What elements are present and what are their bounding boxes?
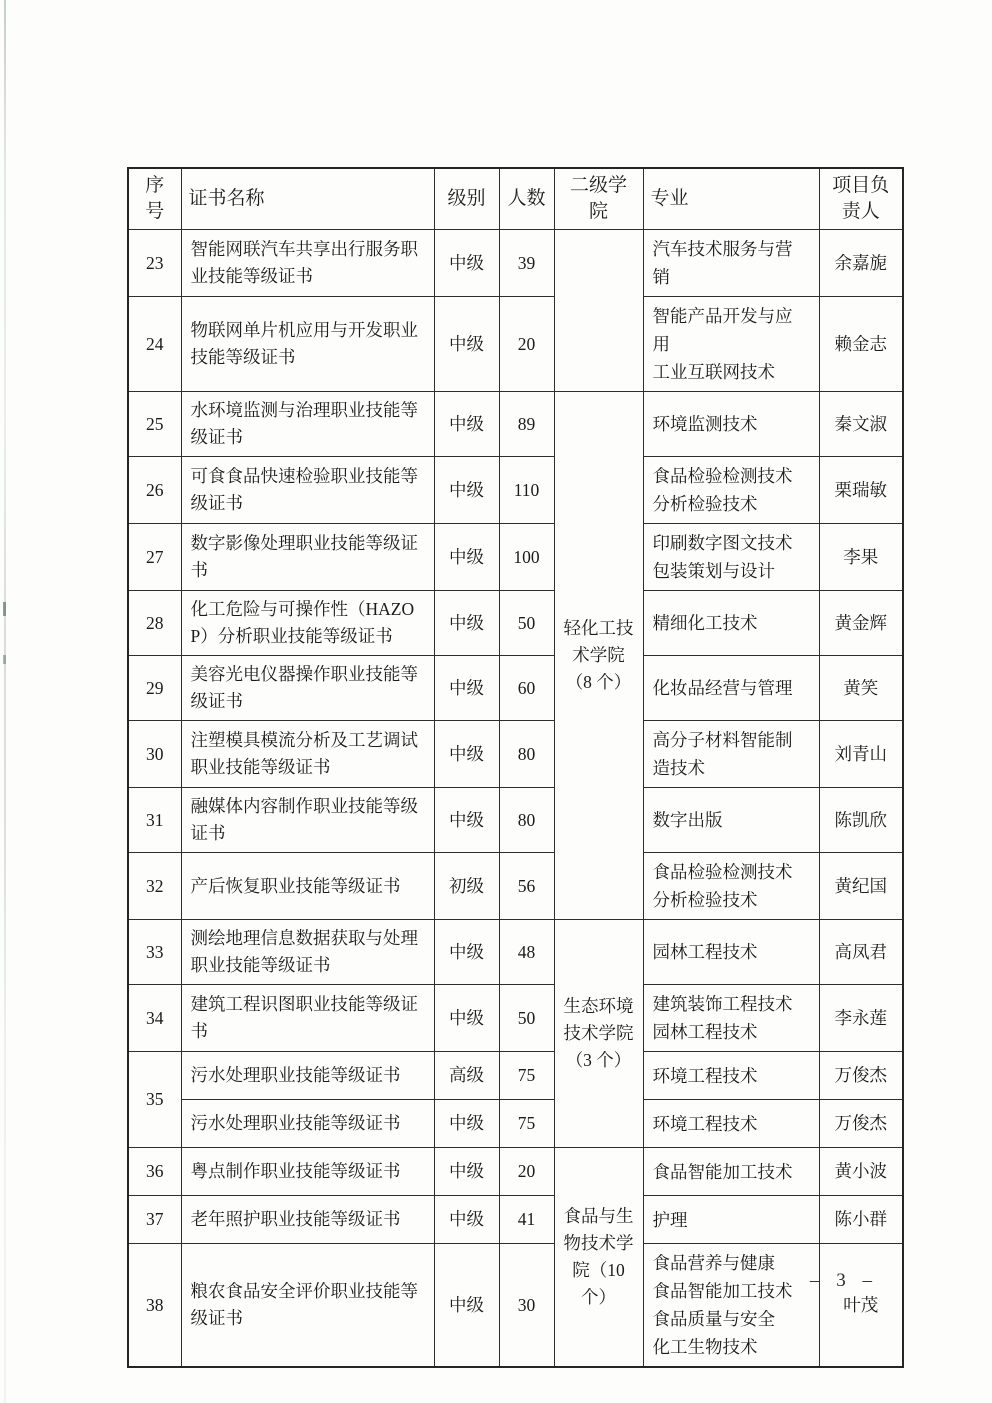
- cell-count: 20: [499, 1148, 554, 1196]
- cell-no: 27: [128, 524, 181, 591]
- cell-no: 34: [128, 985, 181, 1052]
- cell-leader: 赖金志: [819, 297, 903, 392]
- cell-count: 80: [499, 788, 554, 853]
- cell-leader: 叶茂: [819, 1244, 903, 1368]
- cell-leader: 黄纪国: [819, 853, 903, 920]
- cell-major: [643, 524, 819, 591]
- cell-no: 36: [128, 1148, 181, 1196]
- cell-no: 28: [128, 591, 181, 656]
- cell-college: 食品与生物技术学院（10 个）: [554, 1148, 643, 1368]
- cell-no: 37: [128, 1196, 181, 1244]
- major-line: 化工生物技术: [652, 1337, 758, 1357]
- cell-leader: 高凤君: [819, 920, 903, 985]
- cell-college: 生态环境技术学院（3 个）: [554, 920, 643, 1148]
- cell-leader: 陈小群: [819, 1196, 903, 1244]
- cell-leader: 余嘉旎: [819, 230, 903, 297]
- major-line: 印刷数字图文技术: [652, 533, 793, 553]
- cell-college: [554, 230, 643, 392]
- major-line: 高分子材料智能制造技术: [652, 730, 793, 778]
- table-header: [128, 168, 903, 230]
- table-row: [128, 392, 903, 457]
- major-line: 食品智能加工技术: [652, 1281, 793, 1301]
- cell-count: 60: [499, 656, 554, 721]
- major-line: 分析检验技术: [652, 494, 758, 514]
- column-header-cert: 证书名称: [181, 168, 434, 230]
- table-row: [128, 457, 903, 524]
- cell-leader: 万俊杰: [819, 1052, 903, 1100]
- table-row: [128, 1100, 903, 1148]
- major-line: 精细化工技术: [652, 613, 758, 633]
- column-header-level: 级别: [434, 168, 499, 230]
- cell-no: 29: [128, 656, 181, 721]
- column-header-leader: 项目负责人: [819, 168, 903, 230]
- table-row: [128, 853, 903, 920]
- scan-artifact-dash: [3, 602, 6, 616]
- cell-major: [643, 1196, 819, 1244]
- cell-level: 中级: [434, 1196, 499, 1244]
- cell-major: [643, 392, 819, 457]
- major-line: 食品营养与健康: [652, 1253, 775, 1273]
- cell-leader: 黄小波: [819, 1148, 903, 1196]
- cell-cert: 物联网单片机应用与开发职业技能等级证书: [181, 297, 434, 392]
- cell-major: [643, 1148, 819, 1196]
- major-line: 食品质量与安全: [652, 1309, 775, 1329]
- cell-cert: 数字影像处理职业技能等级证书: [181, 524, 434, 591]
- major-line: 建筑装饰工程技术: [652, 994, 793, 1014]
- cell-no: 31: [128, 788, 181, 853]
- page-number: – 3 –: [810, 1270, 878, 1291]
- cell-count: 100: [499, 524, 554, 591]
- cell-leader: 刘青山: [819, 721, 903, 788]
- cell-leader: 秦文淑: [819, 392, 903, 457]
- cell-level: 中级: [434, 985, 499, 1052]
- cell-level: 中级: [434, 1244, 499, 1368]
- major-line: 环境工程技术: [652, 1065, 758, 1086]
- cell-major: [643, 656, 819, 721]
- major-line: 汽车技术服务与营销: [652, 239, 793, 287]
- major-line: 化妆品经营与管理: [652, 678, 793, 698]
- cell-level: 中级: [434, 721, 499, 788]
- cell-level: 中级: [434, 392, 499, 457]
- table-row: [128, 1148, 903, 1196]
- table-row: [128, 1196, 903, 1244]
- major-line: 环境工程技术: [652, 1113, 758, 1134]
- major-line: 护理: [652, 1209, 688, 1230]
- table-row: [128, 1052, 903, 1100]
- cell-no: 26: [128, 457, 181, 524]
- table-row: [128, 656, 903, 721]
- major-line: 食品智能加工技术: [652, 1161, 793, 1182]
- table-row: [128, 920, 903, 985]
- cell-major: [643, 591, 819, 656]
- cell-level: 中级: [434, 788, 499, 853]
- cell-leader: 黄金辉: [819, 591, 903, 656]
- cell-no: 30: [128, 721, 181, 788]
- cell-level: 中级: [434, 457, 499, 524]
- cell-cert: 智能网联汽车共享出行服务职业技能等级证书: [181, 230, 434, 297]
- cell-level: 中级: [434, 1100, 499, 1148]
- cell-level: 初级: [434, 853, 499, 920]
- table-row: [128, 524, 903, 591]
- major-line: 园林工程技术: [652, 1022, 758, 1042]
- table-row: [128, 1244, 903, 1368]
- table-row: [128, 985, 903, 1052]
- cell-count: 41: [499, 1196, 554, 1244]
- cell-level: 中级: [434, 1148, 499, 1196]
- cell-leader: 陈凯欣: [819, 788, 903, 853]
- cell-leader: 万俊杰: [819, 1100, 903, 1148]
- cell-leader: 栗瑞敏: [819, 457, 903, 524]
- column-header-no: 序号: [128, 168, 181, 230]
- cell-cert: 粮农食品安全评价职业技能等级证书: [181, 1244, 434, 1368]
- cell-cert: 可食食品快速检验职业技能等级证书: [181, 457, 434, 524]
- table-body: [128, 230, 903, 1368]
- scan-artifact-left-edge: [4, 0, 6, 1403]
- cell-count: 48: [499, 920, 554, 985]
- column-header-major: 专业: [643, 168, 819, 230]
- cell-level: 中级: [434, 230, 499, 297]
- cell-count: 30: [499, 1244, 554, 1368]
- cell-no: 33: [128, 920, 181, 985]
- major-line: 智能产品开发与应用: [652, 306, 793, 354]
- cell-cert: 产后恢复职业技能等级证书: [181, 853, 434, 920]
- table-row: [128, 230, 903, 297]
- cell-major: [643, 297, 819, 392]
- certificates-table-wrap: [127, 167, 902, 1368]
- cell-level: 中级: [434, 297, 499, 392]
- table-row: [128, 721, 903, 788]
- cell-no: 24: [128, 297, 181, 392]
- cell-cert: 测绘地理信息数据获取与处理职业技能等级证书: [181, 920, 434, 985]
- cell-level: 高级: [434, 1052, 499, 1100]
- cell-major: [643, 985, 819, 1052]
- cell-no: 25: [128, 392, 181, 457]
- cell-count: 56: [499, 853, 554, 920]
- cell-level: 中级: [434, 920, 499, 985]
- cell-major: [643, 1052, 819, 1100]
- cell-major: [643, 721, 819, 788]
- cell-count: 50: [499, 591, 554, 656]
- cell-leader: 李永莲: [819, 985, 903, 1052]
- certificates-table: [127, 167, 904, 1368]
- cell-cert: 注塑模具模流分析及工艺调试职业技能等级证书: [181, 721, 434, 788]
- major-line: 包装策划与设计: [652, 561, 775, 581]
- cell-count: 39: [499, 230, 554, 297]
- cell-no: 32: [128, 853, 181, 920]
- cell-cert: 老年照护职业技能等级证书: [181, 1196, 434, 1244]
- cell-cert: 污水处理职业技能等级证书: [181, 1100, 434, 1148]
- cell-count: 89: [499, 392, 554, 457]
- scan-artifact-dash: [3, 655, 6, 664]
- cell-major: [643, 920, 819, 985]
- cell-cert: 水环境监测与治理职业技能等级证书: [181, 392, 434, 457]
- column-header-count: 人数: [499, 168, 554, 230]
- table-row: [128, 788, 903, 853]
- cell-count: 75: [499, 1100, 554, 1148]
- cell-no: 23: [128, 230, 181, 297]
- cell-major: [643, 1244, 819, 1368]
- major-line: 数字出版: [652, 810, 723, 830]
- cell-cert: 污水处理职业技能等级证书: [181, 1052, 434, 1100]
- cell-cert: 美容光电仪器操作职业技能等级证书: [181, 656, 434, 721]
- cell-leader: 李果: [819, 524, 903, 591]
- cell-count: 110: [499, 457, 554, 524]
- major-line: 食品检验检测技术: [652, 862, 793, 882]
- cell-no: 38: [128, 1244, 181, 1368]
- cell-level: 中级: [434, 524, 499, 591]
- cell-major: [643, 853, 819, 920]
- cell-cert: 粤点制作职业技能等级证书: [181, 1148, 434, 1196]
- cell-no: 35: [128, 1052, 181, 1148]
- major-line: 分析检验技术: [652, 890, 758, 910]
- cell-major: [643, 1100, 819, 1148]
- cell-cert: 融媒体内容制作职业技能等级证书: [181, 788, 434, 853]
- cell-level: 中级: [434, 656, 499, 721]
- cell-cert: 建筑工程识图职业技能等级证书: [181, 985, 434, 1052]
- cell-count: 20: [499, 297, 554, 392]
- major-line: 园林工程技术: [652, 942, 758, 962]
- major-line: 环境监测技术: [652, 414, 758, 434]
- cell-college: 轻化工技术学院（8 个）: [554, 392, 643, 920]
- cell-cert: 化工危险与可操作性（HAZOP）分析职业技能等级证书: [181, 591, 434, 656]
- cell-leader: 黄笑: [819, 656, 903, 721]
- table-row: [128, 591, 903, 656]
- cell-major: [643, 230, 819, 297]
- cell-count: 80: [499, 721, 554, 788]
- cell-count: 75: [499, 1052, 554, 1100]
- column-header-college: 二级学院: [554, 168, 643, 230]
- cell-level: 中级: [434, 591, 499, 656]
- cell-major: [643, 788, 819, 853]
- table-row: [128, 297, 903, 392]
- cell-major: [643, 457, 819, 524]
- major-line: 食品检验检测技术: [652, 466, 793, 486]
- major-line: 工业互联网技术: [652, 362, 775, 382]
- cell-count: 50: [499, 985, 554, 1052]
